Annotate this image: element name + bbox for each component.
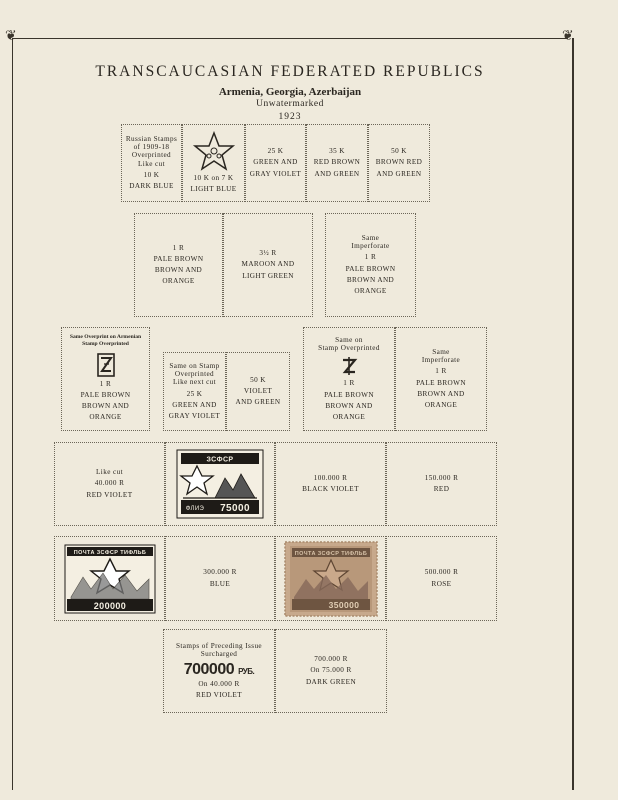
stamp-value: 1 R <box>364 253 377 262</box>
stamp-denomination-text: 200000 <box>93 600 126 611</box>
stamp-color: PALE BROWN <box>153 254 204 263</box>
stamp-color: BROWN AND <box>325 401 373 410</box>
corner-ornament-icon: ❦ <box>5 29 17 44</box>
caption-line: Stamp Overprinted <box>318 344 380 353</box>
stamp-value: 300.000 R <box>203 568 237 577</box>
stamp-color: PALE BROWN <box>345 264 396 273</box>
stamp-color: BROWN AND <box>346 275 395 284</box>
stamp-space-surcharged <box>163 629 275 713</box>
page-subtitle: Armenia, Georgia, Azerbaijan <box>218 86 362 98</box>
caption-line: Same <box>361 234 380 243</box>
stamp-value: 700.000 R <box>314 655 348 664</box>
caption-line: Overprinted <box>174 370 215 379</box>
stamp-color: PALE BROWN <box>324 390 374 399</box>
stamp-space-50k-violet <box>226 352 290 431</box>
stamp-value: 50 K <box>391 147 407 156</box>
stamp-denomination-text: 75000 <box>220 503 250 514</box>
stamp-color: RED <box>433 485 450 493</box>
stamp-color: AND GREEN <box>235 398 281 407</box>
stamp-color: LIGHT GREEN <box>242 271 294 280</box>
caption-line: Imperforate <box>351 242 390 251</box>
stamp-color: VIOLET <box>243 386 273 395</box>
page-title: TRANSCAUCASIAN FEDERATED REPUBLICS <box>95 63 485 80</box>
surcharge-number: 700000 <box>183 660 235 678</box>
stamp-script-text: ФЛИЭ <box>185 506 205 512</box>
stamp-space-350000 <box>275 536 386 621</box>
stamp-space-75000 <box>165 442 275 526</box>
stamp-color: GRAY VIOLET <box>249 169 302 178</box>
caption-line: Surcharged <box>200 649 238 658</box>
corner-ornament-icon: ❦ <box>562 29 574 44</box>
stamp-space-next-cut <box>163 352 226 431</box>
stamp-space-imperf <box>325 213 416 317</box>
stamp-value: 1 R <box>435 367 447 376</box>
svg-text:ПОЧТА ЗСФСР ТИФЛЬБ: ПОЧТА ЗСФСР ТИФЛЬБ <box>294 550 367 557</box>
stamp-space-100000 <box>275 442 386 526</box>
caption-line: On 75.000 R <box>310 666 352 675</box>
caption-line: Stamps of Preceding Issue <box>175 641 263 650</box>
stamp-value: 3½ R <box>259 249 277 258</box>
stamp-space-3r <box>223 213 313 317</box>
stamp-color: BLACK VIOLET <box>302 485 359 493</box>
stamp-color: BLUE <box>209 579 231 588</box>
stamp-color: ORANGE <box>424 400 458 409</box>
stamp-color: GREEN AND <box>172 400 217 409</box>
stamp-color: BROWN AND <box>81 401 130 410</box>
page-border-right <box>572 38 574 790</box>
stamp-header-text: ПОЧТА ЗСФСР ТИФЛЬБ <box>73 549 146 556</box>
stamp-color: ROSE <box>431 579 452 588</box>
issue-year: 1923 <box>278 112 302 122</box>
stamp-space-500000 <box>386 536 497 621</box>
stamp-value: 1 R <box>99 379 112 388</box>
stamp-value: 25 K <box>267 147 284 156</box>
stamp-space-35k <box>306 124 368 202</box>
stamp-color: ORANGE <box>162 277 195 286</box>
stamp-color: RED VIOLET <box>196 691 242 700</box>
stamp-color: BROWN RED <box>375 158 423 167</box>
stamp-space-imperf2 <box>395 327 487 431</box>
stamp-denomination-text: 350000 <box>328 599 359 610</box>
stamp-value: On 40.000 R <box>198 680 240 689</box>
stamp-engraving-75000 <box>175 448 265 520</box>
stamp-space-armenian <box>61 327 150 431</box>
star-overprint-icon <box>192 131 236 173</box>
stamp-value: 500.000 R <box>424 568 459 577</box>
stamp-color: MAROON AND <box>241 260 295 269</box>
caption-line: Russian Stamps <box>125 135 178 144</box>
stamp-value: 1 R <box>172 243 185 252</box>
surcharge-specimen <box>184 660 255 679</box>
caption-line: of 1909-18 <box>133 143 170 152</box>
svg-text:ЗСФСР: ЗСФСР <box>206 456 234 464</box>
monogram-overprint-icon <box>340 356 358 376</box>
stamp-color: AND GREEN <box>376 169 422 178</box>
stamp-engraving-200000 <box>63 543 157 615</box>
stamp-color: PALE BROWN <box>416 378 466 387</box>
stamp-space-300000 <box>165 536 275 621</box>
surcharge-unit: РУБ. <box>238 666 255 676</box>
caption-line: Same <box>432 348 450 357</box>
stamp-value: 100.000 R <box>313 473 348 482</box>
stamp-value: 1 R <box>343 379 355 388</box>
stamp-space-200000 <box>54 536 165 621</box>
caption-line: Same on <box>335 336 363 345</box>
watermark-note: Unwatermarked <box>256 99 324 109</box>
caption-line: Stamp Overprinted <box>82 341 129 348</box>
caption-line: Imperforate <box>421 356 461 365</box>
stamp-color: ORANGE <box>354 286 387 295</box>
stamp-value: 10 K on 7 K <box>193 173 234 182</box>
stamp-color: LIGHT BLUE <box>190 185 237 193</box>
stamp-space-25k <box>245 124 306 202</box>
caption-line: Same on Stamp <box>169 362 220 371</box>
stamp-value: 25 K <box>186 389 203 398</box>
stamp-color: PALE BROWN <box>80 390 131 399</box>
caption-line: Same Overprint on Armenian <box>69 334 142 340</box>
stamp-color: ORANGE <box>332 412 366 421</box>
stamp-space-700000 <box>275 629 387 713</box>
caption-line: Overprinted <box>131 151 172 160</box>
stamp-mounted-350000 <box>284 541 378 617</box>
stamp-space-like-cut <box>54 442 165 526</box>
caption-line: Like next cut <box>172 378 217 387</box>
stamp-color: DARK GREEN <box>305 677 357 686</box>
stamp-color: GREEN AND <box>253 158 298 167</box>
stamp-value: 50 K <box>250 375 266 384</box>
stamp-color: BROWN AND <box>154 266 203 274</box>
stamp-color: RED VIOLET <box>86 490 133 499</box>
stamp-space-star <box>182 124 245 202</box>
stamp-color: RED BROWN <box>313 158 361 167</box>
stamp-space-50k <box>368 124 430 202</box>
stamp-space-same-on <box>303 327 395 431</box>
stamp-space-150000 <box>386 442 497 526</box>
caption-line: Like cut <box>138 159 165 168</box>
stamp-value: 40.000 R <box>94 479 125 488</box>
stamp-space-intro <box>121 124 182 202</box>
stamp-value: 35 K <box>329 147 345 156</box>
stamp-color: GRAY VIOLET <box>168 411 221 420</box>
stamp-value: 10 K <box>143 170 160 179</box>
stamp-color: DARK BLUE <box>129 181 174 190</box>
caption-line: Like cut <box>96 468 123 477</box>
stamp-color: ORANGE <box>89 413 122 421</box>
stamp-color: BROWN AND <box>417 389 465 398</box>
stamp-space-1r <box>134 213 223 317</box>
stamp-color: AND GREEN <box>314 169 360 178</box>
stamp-value: 150.000 R <box>424 473 459 482</box>
armenian-overprint-icon <box>97 353 115 377</box>
